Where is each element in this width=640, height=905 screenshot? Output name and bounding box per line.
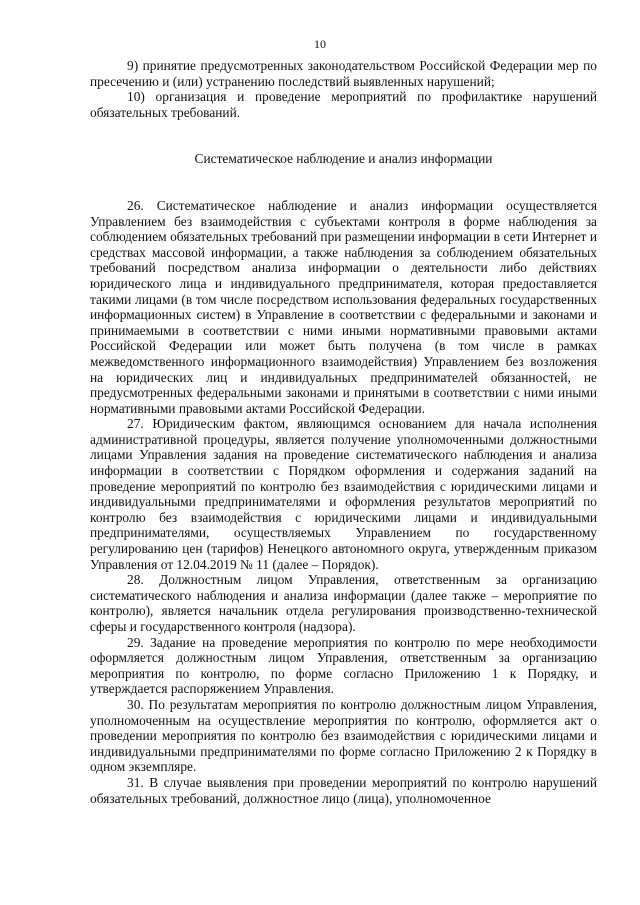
document-body <box>90 58 597 806</box>
paragraph-26: 26. Систематическое наблюдение и анализ информации осуществляется Управлением без взаимодействия с субъектами контроля в форме наблюдения за соблюдением обязательных требований при размещении информации в сети Интернет и средствах массовой информации, а также наблюдения за соблюдением обязательных требований посредством анализа информации о деятельности либо действиях юридического лица и индивидуального предпринимателя, которая предоставляется такими лицами (в том числе посредством использования федеральных государственных информационных систем) в Управление в соответствии с федеральными и законами и принимаемыми в соответствии с ними иными нормативными правовыми актами Российской Федерации или может быть получена (в том числе в рамках межведомственного информационного взаимодействия) Управлением без возложения на юридических лиц и индивидуальных предпринимателей обязанностей, не предусмотренных федеральными законами и принятыми в соответствии с ними иными нормативными правовыми актами Российской Федерации. <box>90 197 597 416</box>
paragraph-item-9: 9) принятие предусмотренных законодательством Российской Федерации мер по пресечению и (или) устранению последствий выявленных нарушений; <box>90 58 597 89</box>
paragraph-30: 30. По результатам мероприятия по контролю должностным лицом Управления, уполномоченным на осуществление мероприятия по контролю, оформляется акт о проведении мероприятия по контролю без взаимодействия с юридическими лицами и индивидуальными предпринимателями по форме согласно Приложению 2 к Порядку в одном экземпляре. <box>90 696 597 775</box>
section-heading: Систематическое наблюдение и анализ информации <box>194 151 493 167</box>
paragraph-27: 27. Юридическим фактом, являющимся основанием для начала исполнения административной процедуры, является получение уполномоченными должностными лицами Управления задания на проведение систематического наблюдения и анализа информации в соответствии с Порядком оформления и содержания заданий на проведение мероприятий по контролю без взаимодействия с юридическими лицами и индивидуальными предпринимателями и оформления результатов мероприятий по контролю без взаимодействия с юридическими лицами и индивидуальными предпринимателями, осуществляемых Управлением по государственному регулированию цен (тарифов) Ненецкого автономного округа, утвержденным приказом Управления от 12.04.2019 № 11 (далее – Порядок). <box>90 416 597 572</box>
paragraph-29: 29. Задание на проведение мероприятия по контролю по мере необходимости оформляется должностным лицом Управления, ответственным за организацию мероприятия по контролю, по форме согласно Приложению 1 к Порядку, и утверждается распоряжением Управления. <box>90 634 597 697</box>
paragraph-item-10: 10) организация и проведение мероприятий по профилактике нарушений обязательных требований. <box>90 89 597 120</box>
paragraph-28: 28. Должностным лицом Управления, ответственным за организацию систематического наблюдения и анализа информации (далее также – мероприятие по контролю), является начальник отдела регулирования производственно-технической сферы и государственного контроля (надзора). <box>90 572 597 634</box>
page-number: 10 <box>314 37 326 51</box>
paragraph-31: 31. В случае выявления при проведении мероприятий по контролю нарушений обязательных требований, должностное лицо (лица), уполномоченное <box>90 774 597 806</box>
